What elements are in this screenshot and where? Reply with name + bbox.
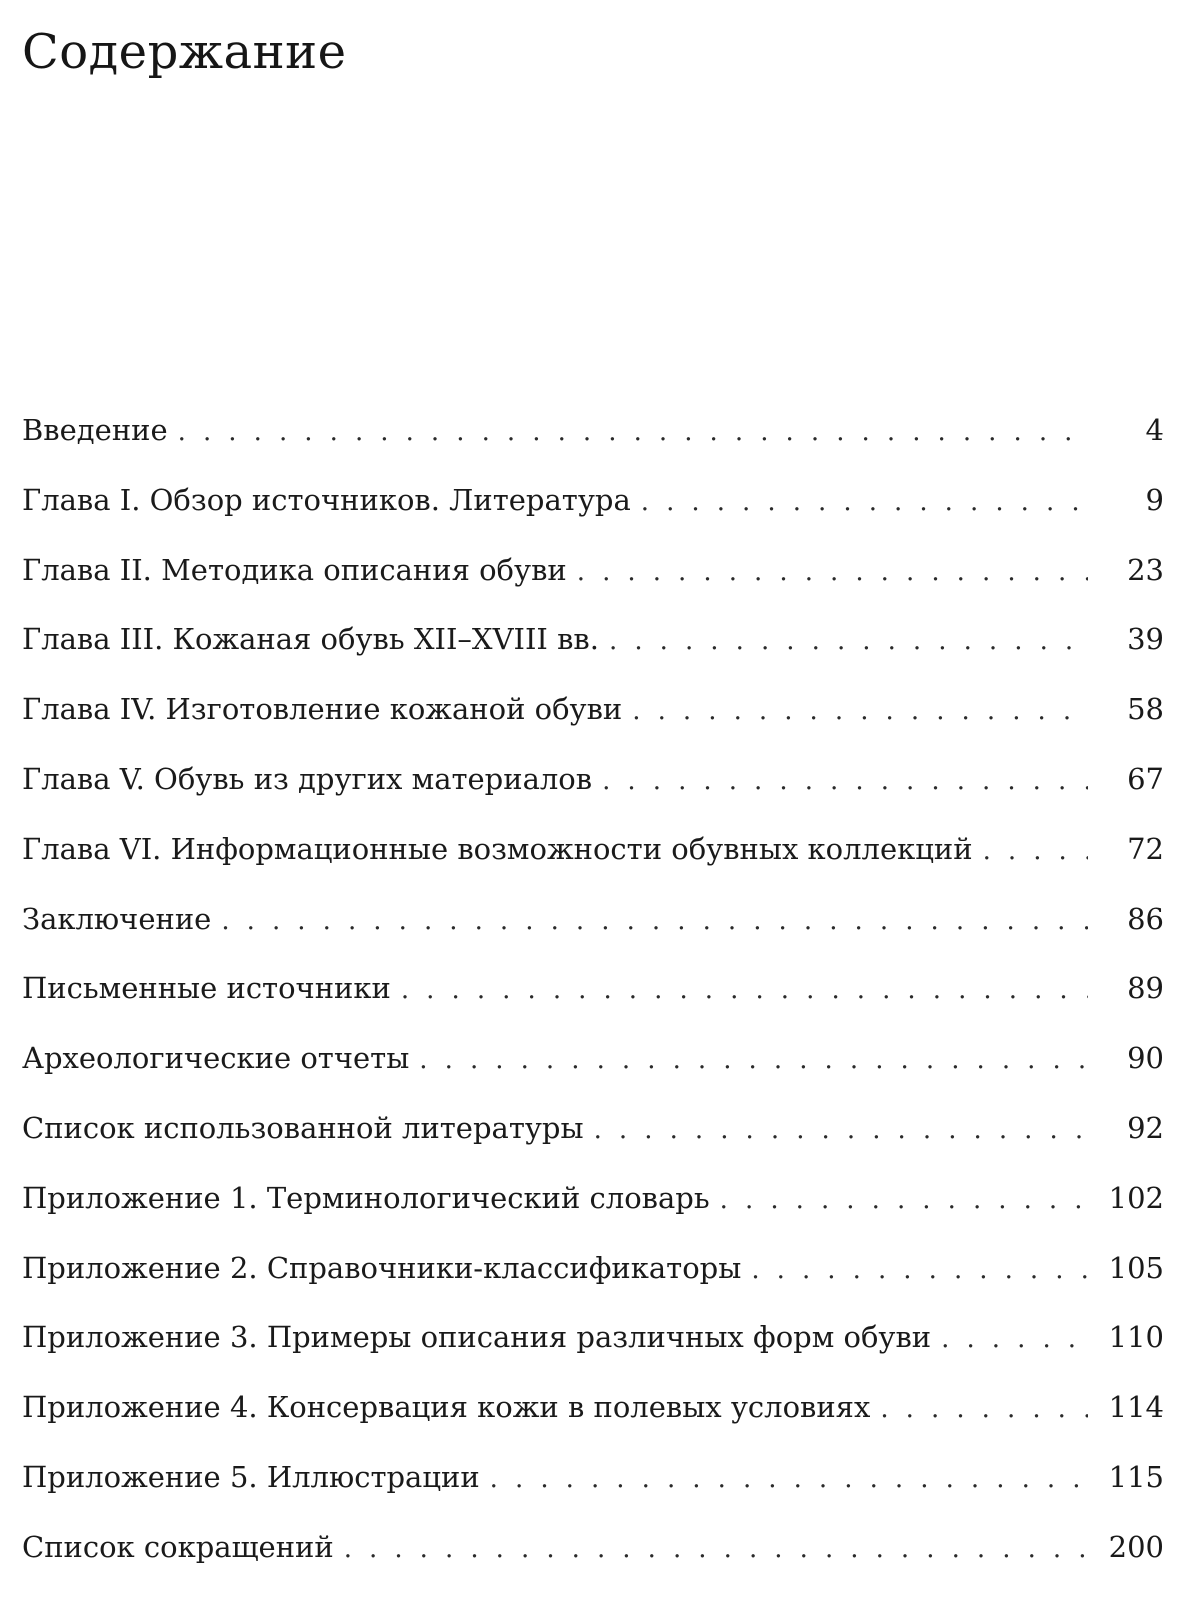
toc-page-number: 110 [1108, 1320, 1164, 1355]
toc-entry-title: Приложение 4. Консервация кожи в полевых условиях [22, 1390, 871, 1425]
dot-leader [344, 1529, 1088, 1569]
toc-entry [22, 829, 1164, 899]
toc-entry-title: Глава IV. Изготовление кожаной обуви [22, 692, 623, 727]
toc-entry-title: Список использованной литературы [22, 1110, 584, 1145]
toc-page-number: 89 [1127, 971, 1164, 1006]
toc-page-number: 102 [1108, 1180, 1164, 1215]
toc-entry [22, 1317, 1164, 1387]
dot-leader [751, 1250, 1088, 1290]
dot-leader [720, 1180, 1088, 1220]
dot-leader [602, 761, 1088, 801]
toc-entry [22, 480, 1164, 550]
dot-leader [941, 1319, 1088, 1359]
toc-page-number: 58 [1127, 692, 1164, 727]
toc-entry-title: Заключение [22, 901, 212, 936]
toc-page-number: 200 [1108, 1529, 1164, 1564]
toc-entry-title: Приложение 2. Справочники-классификаторы [22, 1250, 742, 1285]
dot-leader [641, 482, 1088, 522]
toc-entry [22, 1108, 1164, 1178]
toc-entry-title: Приложение 1. Терминологический словарь [22, 1180, 710, 1215]
toc-entry-title: Список сокращений [22, 1529, 334, 1564]
toc-entry [22, 1527, 1164, 1597]
toc-entry-title: Письменные источники [22, 971, 391, 1006]
toc-page-number: 9 [1145, 482, 1164, 517]
toc-entry [22, 1457, 1164, 1527]
toc-page-number: 67 [1127, 761, 1164, 796]
toc-entry-title: Приложение 3. Примеры описания различных форм обуви [22, 1320, 932, 1355]
toc-entry [22, 1248, 1164, 1318]
toc-page-number: 90 [1127, 1041, 1164, 1076]
toc-entry-title: Глава II. Методика описания обуви [22, 552, 567, 587]
toc-entry [22, 550, 1164, 620]
toc-entry [22, 1178, 1164, 1248]
toc-entry-title: Глава III. Кожаная обувь XII–XVIII вв. [22, 622, 599, 657]
toc-entry-title: Археологические отчеты [22, 1041, 410, 1076]
dot-leader [419, 1040, 1088, 1080]
toc-page-number: 115 [1108, 1459, 1164, 1494]
dot-leader [401, 970, 1088, 1010]
page-title: Содержание [22, 24, 347, 80]
dot-leader [221, 901, 1088, 941]
toc-entry [22, 759, 1164, 829]
dot-leader [594, 1110, 1088, 1150]
dot-leader [178, 412, 1088, 452]
dot-leader [609, 621, 1088, 661]
toc-entry-title: Приложение 5. Иллюстрации [22, 1459, 480, 1494]
toc-page-number: 86 [1127, 901, 1164, 936]
toc-page-number: 92 [1127, 1110, 1164, 1145]
toc-entry-title: Глава V. Обувь из других материалов [22, 761, 593, 796]
dot-leader [490, 1459, 1088, 1499]
toc-entry-title: Глава VI. Информационные возможности обувных коллекций [22, 831, 973, 866]
toc-entry [22, 619, 1164, 689]
toc-page-number: 39 [1127, 622, 1164, 657]
toc-page-number: 23 [1127, 552, 1164, 587]
toc-entry [22, 1387, 1164, 1457]
toc-entry-title: Введение [22, 413, 168, 447]
toc-entry-title: Глава I. Обзор источников. Литература [22, 482, 631, 517]
toc-page-number: 114 [1108, 1390, 1164, 1425]
toc-entry [22, 410, 1164, 480]
dot-leader [577, 552, 1088, 592]
toc-entry [22, 1038, 1164, 1108]
toc-page-number: 105 [1108, 1250, 1164, 1285]
dot-leader [632, 691, 1088, 731]
toc-entry [22, 968, 1164, 1038]
toc-entry [22, 899, 1164, 969]
dot-leader [880, 1389, 1088, 1429]
dot-leader [983, 831, 1088, 871]
toc-page-number: 4 [1145, 413, 1164, 447]
toc-entry [22, 689, 1164, 759]
toc-page-number: 72 [1127, 831, 1164, 866]
table-of-contents [22, 410, 1164, 1597]
